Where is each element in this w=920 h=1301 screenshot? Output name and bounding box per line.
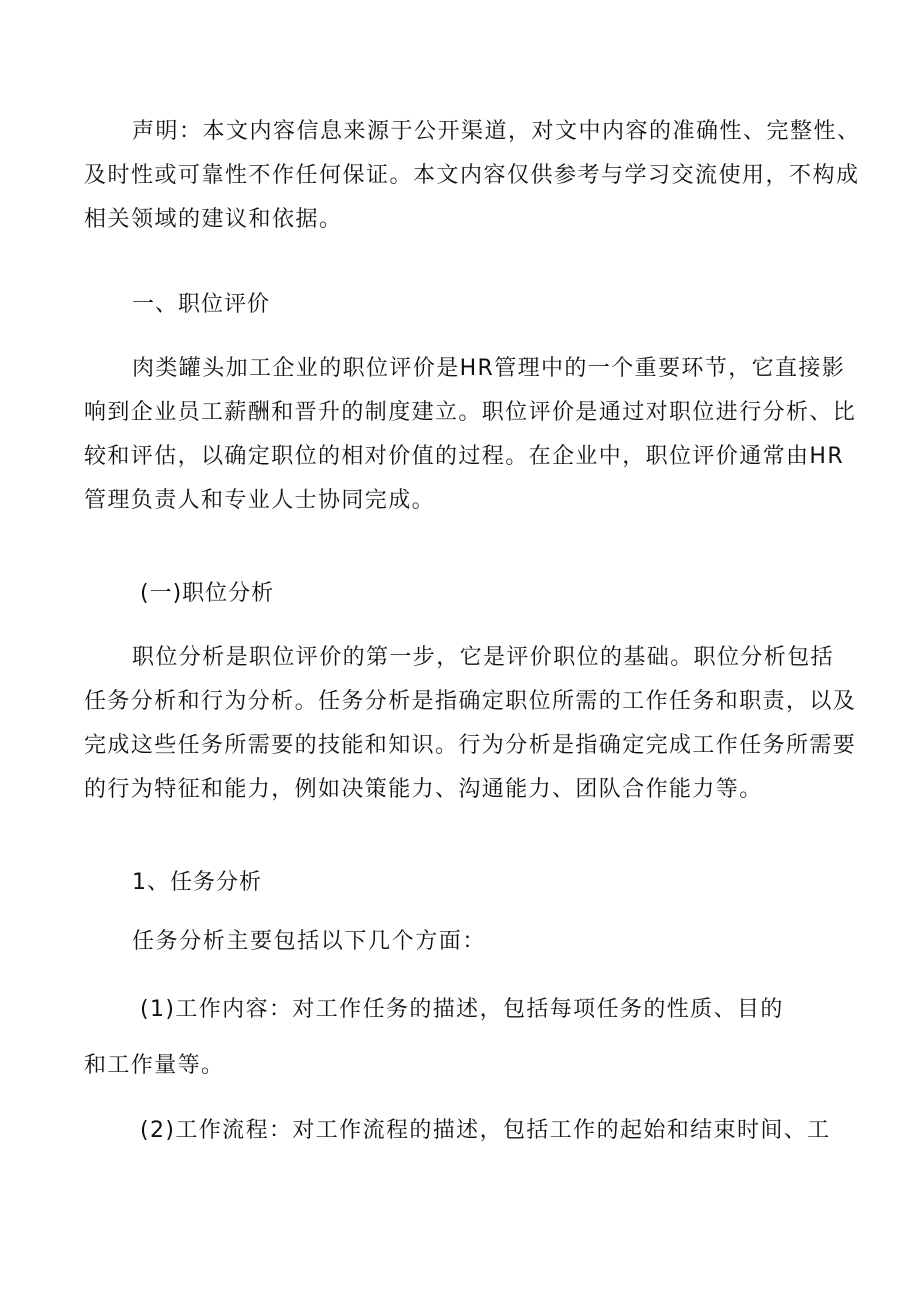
section-body-paragraph [84, 347, 857, 523]
notice-line: 声明：本文内容信息来源于公开渠道，对文中内容的准确性、完整性、 [132, 119, 861, 144]
body-line: 管理负责人和专业人士协同完成。 [84, 488, 436, 513]
item-heading: 1、任务分析 [132, 870, 262, 895]
subsection-body-paragraph [84, 636, 857, 812]
point-paragraph [84, 1109, 844, 1153]
body-line: 响到企业员工薪酬和晋升的制度建立。职位评价是通过对职位进行分析、比 [84, 400, 857, 425]
section-heading: 一、职位评价 [132, 292, 271, 317]
body-line: 的行为特征和能力，例如决策能力、沟通能力、团队合作能力等。 [84, 777, 763, 802]
body-line: 肉类罐头加工企业的职位评价是HR管理中的一个重要环节，它直接影 [132, 356, 846, 381]
notice-line: 及时性或可靠性不作任何保证。本文内容仅供参考与学习交流使用，不构成 [84, 163, 860, 188]
item-intro: 任务分析主要包括以下几个方面： [132, 929, 487, 954]
body-line: 职位分析是职位评价的第一步，它是评价职位的基础。职位分析包括 [132, 645, 835, 670]
body-line: 完成这些任务所需要的技能和知识。行为分析是指确定完成工作任务所需要 [84, 733, 857, 758]
point-line: 和工作量等。 [84, 1053, 225, 1078]
point-line: (1)工作内容：对工作任务的描述，包括每项任务的性质、目的 [140, 997, 784, 1022]
body-line: 任务分析和行为分析。任务分析是指确定职位所需的工作任务和职责，以及 [84, 689, 857, 714]
point-line: (2)工作流程：对工作流程的描述，包括工作的起始和结束时间、工 [140, 1118, 831, 1143]
subsection-heading: (一)职位分析 [140, 581, 275, 606]
notice-paragraph [84, 110, 861, 242]
point-paragraph [84, 988, 844, 1088]
notice-line: 相关领域的建议和依据。 [84, 207, 343, 232]
body-line: 较和评估，以确定职位的相对价值的过程。在企业中，职位评价通常由HR [84, 444, 845, 469]
